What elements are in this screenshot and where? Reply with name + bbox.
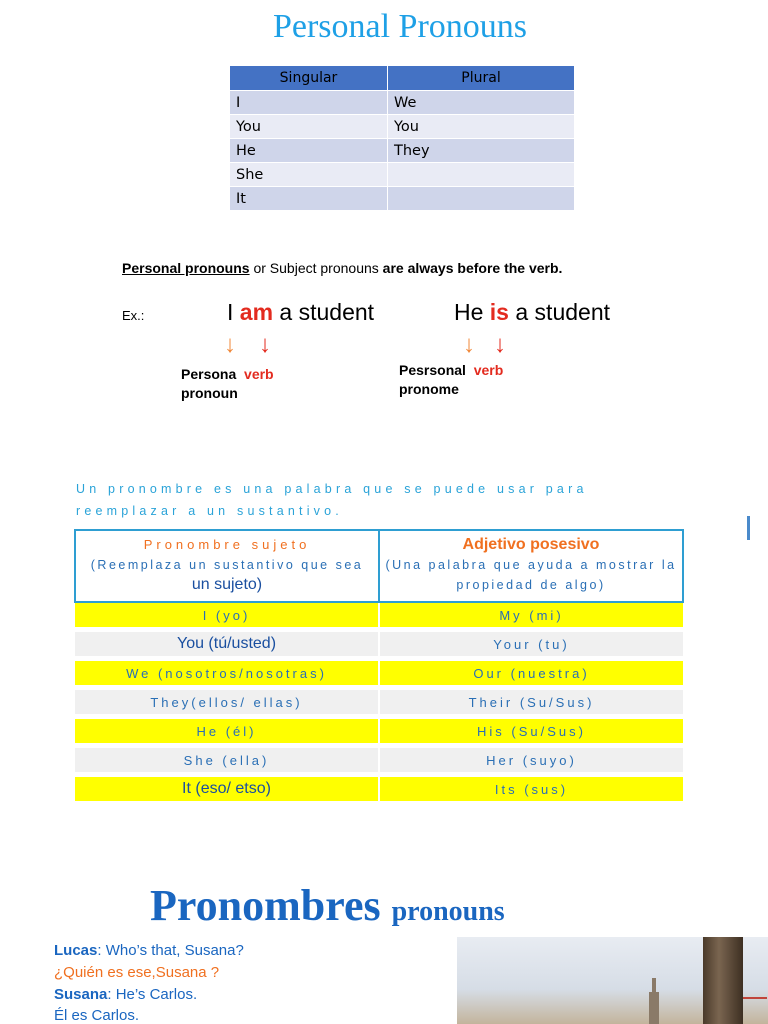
table-cell: Her (suyo): [379, 746, 683, 775]
table-cell: [388, 163, 575, 187]
table-cell: They(ellos/ ellas): [75, 688, 379, 717]
dialog-line: [54, 986, 197, 1003]
table-cell: I (yo): [75, 602, 379, 630]
tower-shape: [649, 992, 659, 1024]
dialog-text: : He’s Carlos.: [107, 986, 198, 1003]
table-header-singular: Singular: [230, 66, 388, 91]
section-title: [150, 880, 505, 931]
down-arrow-icon: ↓: [463, 331, 475, 358]
dialog-line: [54, 942, 244, 959]
page-title: Personal Pronouns: [272, 8, 528, 45]
table-row: [230, 91, 575, 115]
speaker-name: Susana: [54, 986, 108, 1003]
pronoun-possessive-table: [74, 529, 684, 806]
table-cell: Its (sus): [379, 775, 683, 804]
table-cell: He (él): [75, 717, 379, 746]
table-row: [75, 717, 683, 746]
down-arrow-icon: ↓: [259, 331, 271, 358]
table-cell: Your (tu): [379, 630, 683, 659]
verb-label: verb: [473, 362, 504, 378]
table-cell: My (mi): [379, 602, 683, 630]
table-cell: They: [388, 139, 575, 163]
dialog-text: : Who’s that, Susana?: [97, 942, 244, 959]
down-arrow-icon: ↓: [494, 331, 506, 358]
table-row: [230, 187, 575, 211]
table-row: [75, 630, 683, 659]
pronoun-label: Persona: [181, 366, 237, 382]
table-cell: You (tú/usted): [75, 630, 379, 659]
section-title-main: Pronombres: [150, 881, 381, 930]
table-header-possessive: [379, 530, 683, 602]
rule-end: are always before the verb.: [382, 260, 563, 276]
example-pronoun: I: [227, 299, 240, 325]
dialog-line: Él es Carlos.: [54, 1007, 140, 1024]
header-title: Adjetivo posesivo: [462, 536, 600, 553]
table-cell: He: [230, 139, 388, 163]
table-cell: It (eso/ etso): [75, 775, 379, 804]
table-row: [75, 602, 683, 630]
table-cell: She (ella): [75, 746, 379, 775]
example-rest: a student: [508, 299, 611, 325]
example-label: Ex.:: [122, 308, 145, 323]
table-header-subject: [75, 530, 379, 602]
pronoun-label: pronome: [399, 381, 459, 397]
text-cursor: [747, 516, 750, 540]
section-subtitle: pronouns: [391, 896, 505, 927]
table-cell: His (Su/Sus): [379, 717, 683, 746]
table-row: [75, 688, 683, 717]
example-verb: is: [489, 299, 509, 325]
table-cell: [388, 187, 575, 211]
table-cell: Their (Su/Sus): [379, 688, 683, 717]
header-title: Pronombre sujeto: [143, 537, 311, 552]
table-row: [75, 775, 683, 804]
table-row: [230, 163, 575, 187]
rule-sentence: [122, 260, 562, 276]
table-cell: She: [230, 163, 388, 187]
dialog-line: ¿Quién es ese,Susana ?: [54, 964, 220, 981]
header-desc: un sujeto): [191, 576, 263, 593]
pronoun-label: Pesrsonal: [399, 362, 466, 378]
table-cell: We (nosotros/nosotras): [75, 659, 379, 688]
example-rest: a student: [273, 299, 375, 325]
table-row: [230, 139, 575, 163]
example-labels-1: [181, 365, 274, 403]
table-cell: We: [388, 91, 575, 115]
verb-label: verb: [244, 366, 274, 382]
example-labels-2: [399, 361, 503, 399]
down-arrow-icon: ↓: [224, 331, 236, 358]
pronoun-label: pronoun: [181, 385, 238, 401]
example-sentence-1: [227, 299, 374, 326]
table-cell: I: [230, 91, 388, 115]
table-row: [75, 659, 683, 688]
table-cell: It: [230, 187, 388, 211]
tree-trunk-shape: [703, 937, 743, 1024]
table-row: [75, 746, 683, 775]
rule-term: Personal pronouns: [122, 260, 250, 276]
rule-middle: or Subject pronouns: [249, 260, 383, 276]
speaker-name: Lucas: [54, 942, 98, 959]
table-header-plural: Plural: [388, 66, 575, 91]
header-desc: (Una palabra que ayuda a mostrar la propiedad de algo): [385, 558, 677, 592]
table-cell: Our (nuestra): [379, 659, 683, 688]
table-cell: You: [388, 115, 575, 139]
table-row: [230, 115, 575, 139]
example-pronoun: He: [454, 299, 490, 325]
street-photo: [457, 937, 768, 1024]
table-cell: You: [230, 115, 388, 139]
example-sentence-2: [454, 299, 610, 326]
pronoun-definition: Un pronombre es una palabra que se puede usar para reemplazar a un sustantivo.: [76, 482, 588, 518]
example-verb: am: [239, 299, 274, 325]
header-desc: (Reemplaza un sustantivo que sea: [90, 558, 364, 572]
pronoun-table: [229, 65, 575, 211]
